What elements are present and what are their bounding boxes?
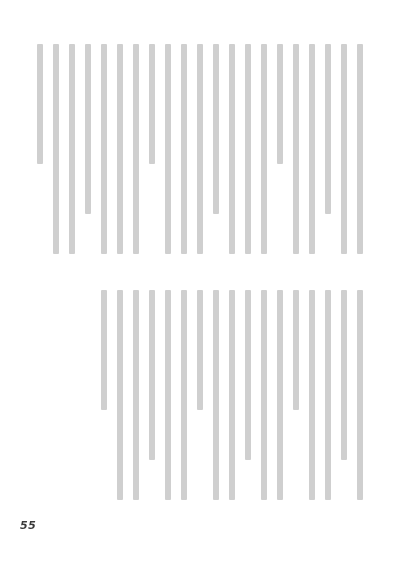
text-column (85, 44, 91, 214)
text-column (181, 290, 187, 500)
text-column (357, 44, 363, 254)
text-column (277, 44, 283, 164)
text-column (357, 290, 363, 500)
text-column (117, 44, 123, 254)
text-column (325, 44, 331, 214)
page-number: 55 (20, 519, 37, 532)
text-column (165, 44, 171, 254)
text-column (229, 44, 235, 254)
text-column (37, 44, 43, 164)
text-column (277, 290, 283, 500)
body-text-columns (20, 44, 380, 500)
text-column (261, 290, 267, 500)
text-column (293, 44, 299, 254)
text-column (245, 44, 251, 254)
text-column (101, 44, 107, 254)
text-column (149, 44, 155, 164)
text-column (309, 44, 315, 254)
text-column (341, 44, 347, 254)
text-column (261, 44, 267, 254)
text-column (117, 290, 123, 500)
text-column (229, 290, 235, 500)
text-column (181, 44, 187, 254)
text-column (165, 290, 171, 500)
text-column (341, 290, 347, 460)
text-column (213, 290, 219, 500)
text-column (133, 44, 139, 254)
text-column (213, 44, 219, 214)
text-column (149, 290, 155, 460)
text-column (101, 290, 107, 410)
text-column (325, 290, 331, 500)
text-column (197, 44, 203, 254)
text-column (293, 290, 299, 410)
text-column (133, 290, 139, 500)
text-column (245, 290, 251, 460)
text-column (69, 44, 75, 254)
text-column (53, 44, 59, 254)
text-column (309, 290, 315, 500)
text-column (197, 290, 203, 410)
